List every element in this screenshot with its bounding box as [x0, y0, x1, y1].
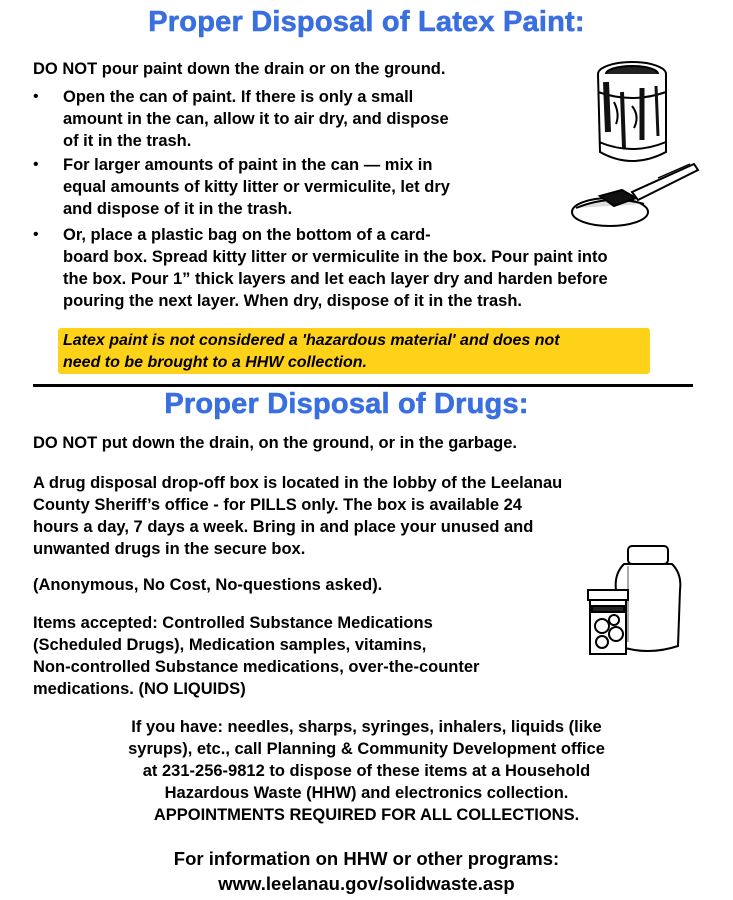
- latex-bullet-2: For larger amounts of paint in the can — mix in equal amounts of kitty litter or vermiculite, let dry and dispose of it in the trash.: [63, 156, 450, 218]
- items-accepted-label: Items accepted:: [33, 614, 158, 632]
- drugs-intro-rest: put down the drain, on the ground, or in the garbage.: [97, 434, 517, 452]
- footer-url: www.leelanau.gov/solidwaste.asp: [218, 873, 515, 894]
- drugs-items-accepted: Items accepted: Controlled Substance Medications (Scheduled Drugs), Medication samples, vitamins, Non-controlled Substance medications, over-the-counter medications. (NO LIQUIDS): [33, 614, 480, 698]
- bullet-dot: •: [33, 88, 39, 105]
- footer: [0, 846, 733, 896]
- paint-can-brush-icon: [562, 52, 702, 232]
- section-divider: [33, 384, 693, 387]
- drugs-contact-info: If you have: needles, sharps, syringes, inhalers, liquids (like syrups), etc., call Planning & Community Development office at 231-256-9812 to dispose of these items at a Household Hazardous Waste (HHW) and electronics collection. APPOINTMENTS REQUIRED FOR ALL COLLECTIONS.: [128, 718, 605, 824]
- latex-intro-bold: DO NOT: [33, 60, 98, 78]
- latex-intro: [33, 58, 445, 80]
- bullet-dot: •: [33, 156, 39, 173]
- drugs-intro-bold: DO NOT: [33, 434, 98, 452]
- drugs-intro: [33, 432, 517, 454]
- latex-intro-rest: pour paint down the drain or on the ground.: [97, 60, 446, 78]
- latex-bullet-3: Or, place a plastic bag on the bottom of a card- board box. Spread kitty litter or vermiculite in the box. Pour paint into the box. Pour 1” thick layers and let each layer dry and harden before pouring the next layer. When dry, dispose of it in the trash.: [63, 226, 608, 310]
- bullet-dot: •: [33, 226, 39, 243]
- drugs-paragraph-dropbox: A drug disposal drop-off box is located in the lobby of the Leelanau County Sheriff’s office - for PILLS only. The box is available 24 hours a day, 7 days a week. Bring in and place your unused and unwanted drugs in the secure box.: [33, 474, 563, 558]
- pill-bottles-icon: [584, 542, 684, 662]
- drugs-anonymous-note: (Anonymous, No Cost, No-questions asked).: [33, 576, 383, 594]
- latex-bullet-1: Open the can of paint. If there is only a small amount in the can, allow it to air dry, and dispose of it in the trash.: [63, 88, 449, 150]
- phone-number: 231-256-9812: [162, 762, 265, 780]
- drugs-title: Proper Disposal of Drugs:: [164, 388, 529, 420]
- footer-line: For information on HHW or other programs:: [173, 848, 560, 869]
- latex-note: Latex paint is not considered a 'hazardous material' and does not need to be brought to a HHW collection.: [63, 332, 560, 371]
- latex-title: Proper Disposal of Latex Paint:: [148, 6, 585, 38]
